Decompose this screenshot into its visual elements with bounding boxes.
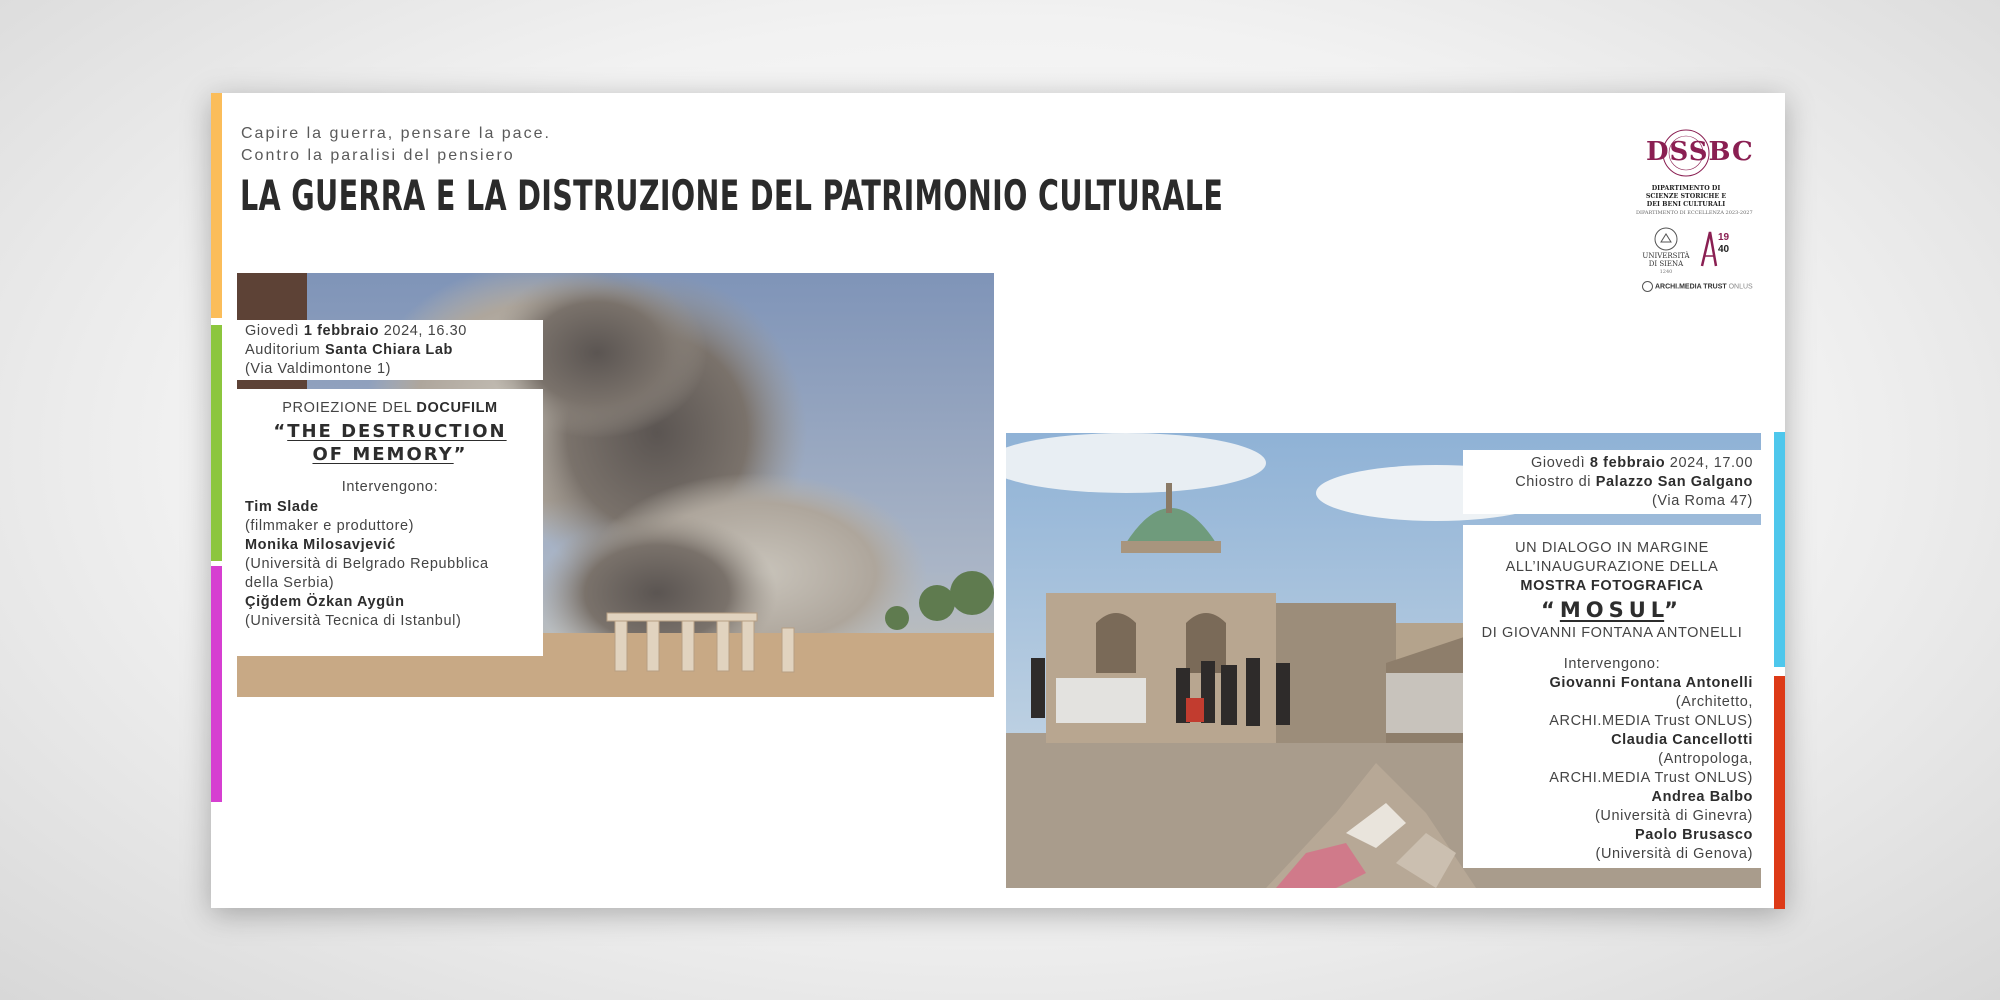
- tagline-line-2: Contro la paralisi del pensiero: [241, 147, 515, 164]
- event1-film-title: “THE DESTRUCTION OF MEMORY”: [273, 421, 507, 465]
- unisi-logo-text: UNIVERSITÀ DI SIENA 1240: [1642, 252, 1690, 275]
- page-title: LA GUERRA E LA DISTRUZIONE DEL PATRIMONIO CULTURALE: [240, 171, 1224, 220]
- unisi-seal-icon: [1652, 226, 1680, 252]
- department-logo-text: DIPARTIMENTO DI SCIENZE STORICHE E DEI BENI CULTURALI DIPARTIMENTO DI ECCELLENZA 2023-2027: [1636, 185, 1753, 216]
- event2-intro: UN DIALOGO IN MARGINE ALL’INAUGURAZIONE DELLA MOSTRA FOTOGRAFICA: [1505, 540, 1719, 594]
- ateneo-mark-icon: [1700, 230, 1718, 268]
- dssbc-logo: DSSBC: [1646, 137, 1754, 167]
- accent-bar-cyan: [1774, 432, 1785, 667]
- event2-author: DI GIOVANNI FONTANA ANTONELLI: [1481, 625, 1743, 641]
- accent-bar-red: [1774, 676, 1785, 909]
- ateneo-logo: 19 40: [1700, 230, 1734, 270]
- event2-date-panel: Giovedì 8 febbraio 2024, 17.00 Chiostro di Palazzo San Galgano (Via Roma 47): [1463, 450, 1761, 514]
- accent-bar-magenta: [211, 566, 222, 802]
- event2-exhibit-title: “MOSUL”: [1541, 598, 1683, 622]
- event1-kind: PROIEZIONE DEL DOCUFILM: [282, 400, 498, 416]
- event2-speakers-label: Intervengono:: [1563, 656, 1661, 672]
- event1-speakers-label: Intervengono:: [341, 479, 439, 495]
- event1-date-panel: Giovedì 1 febbraio 2024, 16.30 Auditorium Santa Chiara Lab (Via Valdimontone 1): [237, 320, 543, 380]
- event2-details-panel: [1463, 525, 1761, 868]
- archimedia-globe-icon: [1642, 281, 1653, 292]
- event2-speakers: Giovanni Fontana Antonelli (Architetto, ARCHI.MEDIA Trust ONLUS) Claudia Cancellotti (Antropologa, ARCHI.MEDIA Trust ONLUS) Andrea Balbo (Università di Ginevra) Paolo Brusasco (Università di Genova): [1549, 675, 1753, 862]
- event1-details-panel: [237, 389, 543, 656]
- archimedia-logo: ARCHI.MEDIA TRUST ONLUS: [1642, 281, 1753, 292]
- event1-speakers: Tim Slade (filmmaker e produttore) Monika Milosavjević (Università di Belgrado Repubblica della Serbia) Çiğdem Özkan Aygün (Università Tecnica di Istanbul): [245, 499, 489, 629]
- accent-bar-orange: [211, 93, 222, 318]
- tagline-line-1: Capire la guerra, pensare la pace.: [241, 125, 551, 142]
- accent-bar-green: [211, 325, 222, 561]
